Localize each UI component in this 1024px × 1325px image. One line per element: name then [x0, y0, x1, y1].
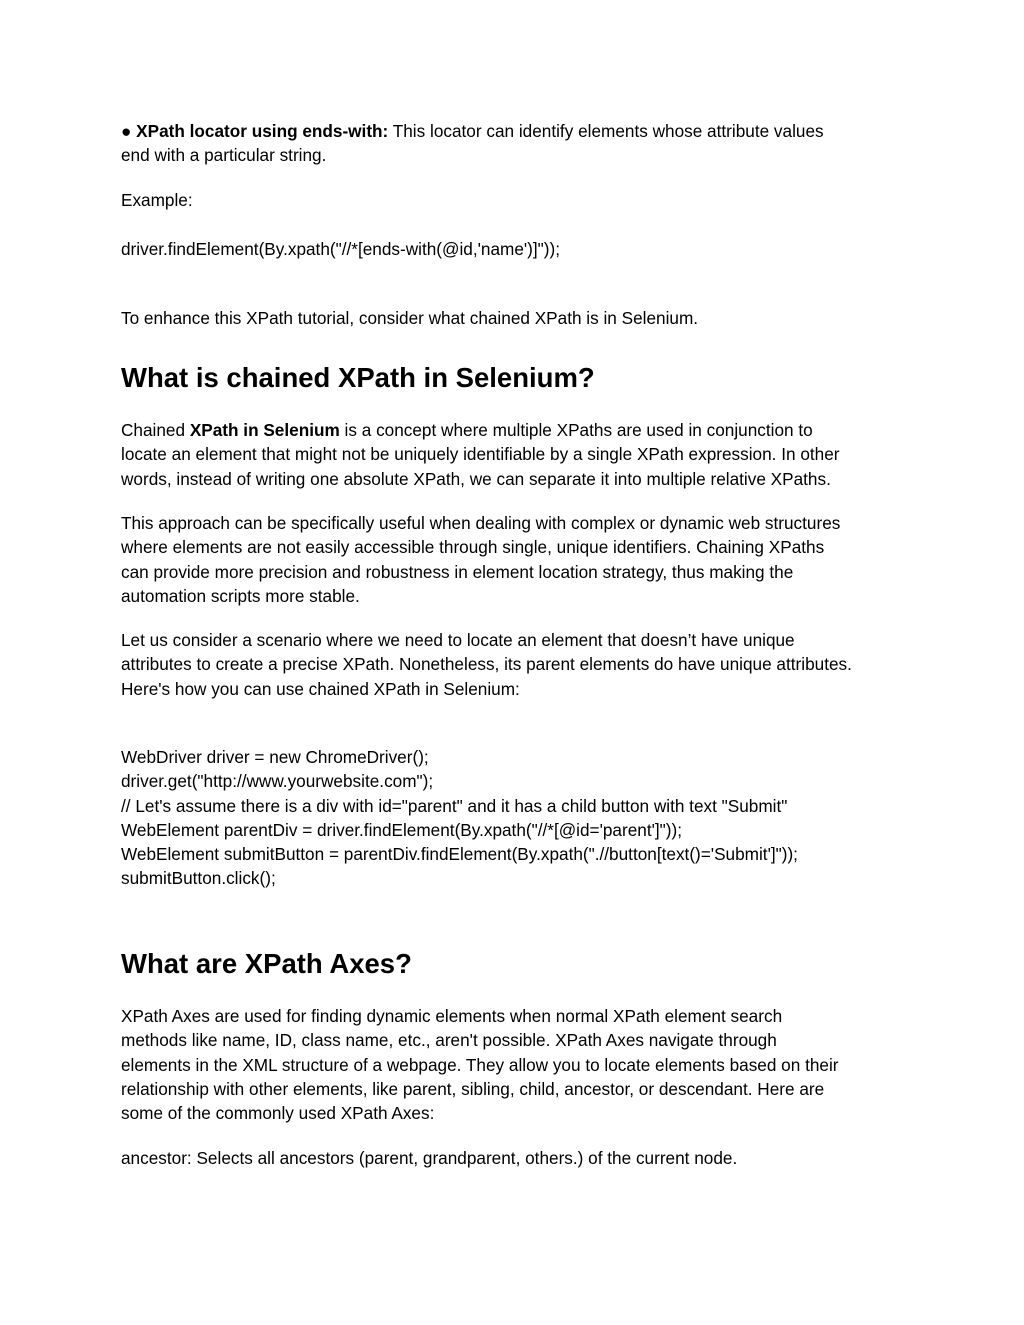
transition-text: To enhance this XPath tutorial, consider what chained XPath is in Selenium. [121, 308, 699, 328]
ends-with-desc-2: end with a particular string. [121, 145, 327, 166]
chained-p2-line: where elements are not easily accessible through single, unique identifiers. Chaining XPaths [121, 537, 825, 558]
chained-paragraph-1 [121, 418, 911, 491]
ancestor-axis-text: ancestor: Selects all ancestors (parent, grandparent, others.) of the current node. [121, 1148, 738, 1168]
axes-line: elements in the XML structure of a webpage. They allow you to locate elements based on their [121, 1054, 839, 1075]
chained-p1-pre: Chained [121, 420, 186, 440]
chained-p1-line-1 [121, 418, 911, 442]
chained-p1-line-3: words, instead of writing one absolute XPath, we can separate it into multiple relative XPaths. [121, 468, 831, 489]
chained-p3-line: Here's how you can use chained XPath in Selenium: [121, 678, 520, 699]
ends-with-desc-1: This locator can identify elements whose attribute values [392, 121, 824, 141]
chained-paragraph-2 [121, 511, 911, 608]
ends-with-paragraph [121, 119, 911, 168]
code-line: submitButton.click(); [121, 868, 276, 889]
chained-p1-line-2: locate an element that might not be uniquely identifiable by a single XPath expression. In other [121, 444, 840, 465]
chained-p1-bold: XPath in Selenium [189, 420, 340, 440]
chained-p3-line: attributes to create a precise XPath. Nonetheless, its parent elements do have unique attributes. [121, 654, 852, 675]
axes-paragraph [121, 1004, 911, 1125]
code-line: WebElement submitButton = parentDiv.findElement(By.xpath(".//button[text()='Submit']")); [121, 844, 798, 865]
code-line: // Let's assume there is a div with id="parent" and it has a child button with text "Submit" [121, 795, 788, 816]
chained-heading: What is chained XPath in Selenium? [121, 362, 595, 393]
bullet-glyph: ● [121, 121, 132, 141]
chained-code-block [121, 745, 911, 891]
chained-p2-line: can provide more precision and robustness in element location strategy, thus making the [121, 561, 794, 582]
chained-p3-line: Let us consider a scenario where we need to locate an element that doesn’t have unique [121, 630, 795, 650]
code-line: driver.get("http://www.yourwebsite.com"); [121, 771, 434, 792]
axes-line: methods like name, ID, class name, etc., aren't possible. XPath Axes navigate through [121, 1030, 777, 1051]
example-label: Example: [121, 190, 193, 210]
chained-p1-rest: is a concept where multiple XPaths are used in conjunction to [344, 420, 813, 440]
axes-line: some of the commonly used XPath Axes: [121, 1103, 435, 1124]
chained-p2-line: automation scripts more stable. [121, 585, 360, 606]
axes-line: relationship with other elements, like parent, sibling, child, ancestor, or descendant. Here are [121, 1078, 825, 1099]
example-code: driver.findElement(By.xpath("//*[ends-with(@id,'name')]")); [121, 239, 560, 259]
axes-line: XPath Axes are used for finding dynamic elements when normal XPath element search [121, 1006, 783, 1026]
ends-with-title: XPath locator using ends-with: [136, 121, 389, 141]
code-line: WebDriver driver = new ChromeDriver(); [121, 747, 429, 767]
ends-with-line-1 [121, 119, 911, 143]
chained-paragraph-3 [121, 628, 911, 701]
axes-heading: What are XPath Axes? [121, 948, 412, 979]
code-line: WebElement parentDiv = driver.findElement(By.xpath("//*[@id='parent']")); [121, 819, 682, 840]
chained-p2-line: This approach can be specifically useful when dealing with complex or dynamic web structures [121, 513, 841, 533]
